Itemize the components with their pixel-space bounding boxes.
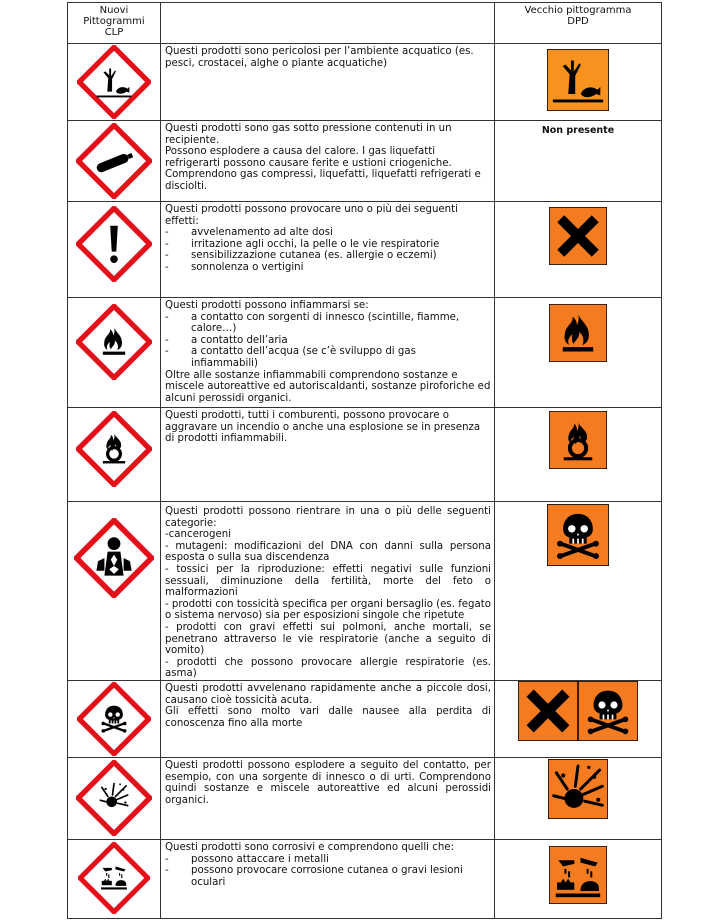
header-row xyxy=(68,3,662,44)
row-text: Questi prodotti possono rientrare in una o più delle seguenti categorie: xyxy=(165,506,491,529)
row-text: - mutageni: modificazioni del DNA con danni sulla persona esposta o sulla sua discendenza xyxy=(165,540,491,564)
row-text: Questi prodotti sono gas sotto pressione contenuti in un recipiente. xyxy=(165,123,452,146)
table-row xyxy=(68,121,662,202)
list-item: - possono attaccare i metalli xyxy=(165,853,329,865)
row-text: Gli effetti sono molto vari dalle nausee alla perdita di conoscenza fino alla morte xyxy=(165,706,491,729)
row-text: Comprendono gas compressi, liquefatti, liquefatti refrigerati e disciolti. xyxy=(165,169,481,192)
list-item: - a contatto con sorgenti di innesco (scintille, fiamme, calore…) xyxy=(165,311,460,335)
environment-icon xyxy=(77,45,151,119)
table-row xyxy=(68,502,662,681)
row-intro: Questi prodotti possono provocare uno o più dei seguenti effetti: xyxy=(165,204,458,227)
corrosion-icon xyxy=(78,842,150,914)
header-new-clp: Nuovi Pittogrammi CLP xyxy=(68,3,161,44)
row-text: Questi prodotti avvelenano rapidamente anche a piccole dosi, causano cioè tossicità acuta. xyxy=(165,682,491,706)
row-text: -cancerogeni xyxy=(165,529,232,541)
row-text: Questi prodotti possono esplodere a seguito del contatto, per esempio, con una sorgente di innesco o di urti. Comprendono quindi sostanze e miscele autoreattive ed alcuni perossidi organici. xyxy=(165,759,491,806)
dpd-oxidizing-icon xyxy=(549,411,607,469)
list-item: - sensibilizzazione cutanea (es. allergie o eczemi) xyxy=(165,250,437,262)
header-description xyxy=(161,3,495,44)
dpd-cross-icon xyxy=(549,207,607,265)
table-row xyxy=(68,44,662,121)
list-item: - a contatto dell’acqua (se c’è sviluppo di gas infiammabili) xyxy=(165,346,416,369)
row-text: - prodotti con gravi effetti sui polmoni, anche mortali, se penetrano attraverso le vie respiratorie (anche a seguito di vomito) xyxy=(165,621,491,657)
row-intro: Questi prodotti possono infiammarsi se: xyxy=(165,300,369,311)
table-row xyxy=(68,298,662,408)
table-row xyxy=(68,680,662,757)
skull-crossbones-icon xyxy=(77,682,151,756)
dpd-cross-icon xyxy=(518,681,578,741)
health-hazard-icon xyxy=(74,518,154,598)
table-row xyxy=(68,757,662,839)
flame-over-circle-icon xyxy=(76,411,152,487)
header-old-dpd: Vecchio pittogramma DPD xyxy=(495,3,662,44)
flame-icon xyxy=(76,304,152,380)
dpd-skull-icon xyxy=(578,681,638,741)
table-row xyxy=(68,202,662,298)
dpd-environment-icon xyxy=(547,49,609,111)
row-text: Questi prodotti, tutti i comburenti, possono provocare o aggravare un incendio o anche una esplosione se in presenza di prodotti infiammabili. xyxy=(165,410,481,445)
row-text: - tossici per la riproduzione: effetti negativi sulle funzioni sessuali, diminuzione della fertilità, morte del feto o malformazioni xyxy=(165,563,491,599)
dpd-flame-icon xyxy=(549,304,607,362)
row-intro: Questi prodotti sono corrosivi e comprendono quelli che: xyxy=(165,841,455,853)
row-outro: Oltre alle sostanze infiammabili comprendono sostanze e miscele autoreattive ed autoriscaldanti, sostanze piroforiche ed alcuni perossidi organici. xyxy=(165,369,491,404)
gas-cylinder-icon xyxy=(76,123,152,199)
list-item: - possono provocare corrosione cutanea o gravi lesioni oculari xyxy=(165,865,463,888)
exclamation-mark-icon xyxy=(76,206,152,282)
row-text: Questi prodotti sono pericolosi per l’ambiente acquatico (es. pesci, crostacei, alghe o piante acquatiche) xyxy=(165,46,474,69)
row-text: Possono esplodere a causa del calore. I gas liquefatti refrigerarti possono causare ferite e ustioni criogeniche. xyxy=(165,146,452,169)
dpd-cross-and-skull-icon xyxy=(495,681,661,741)
dpd-corrosive-icon xyxy=(549,846,607,904)
row-text: - prodotti che possono provocare allergie respiratorie (es. asma) xyxy=(165,656,491,680)
table-row xyxy=(68,408,662,502)
row-text: - prodotti con tossicità specifica per organi bersaglio (es. fegato o sistema nervoso) sia per esposizioni singole che ripetute xyxy=(165,598,491,622)
pictogram-table xyxy=(67,2,662,919)
list-item: - a contatto dell’aria xyxy=(165,334,288,346)
list-item: - sonnolenza o vertigini xyxy=(165,261,304,273)
not-present-label: Non presente xyxy=(541,125,615,136)
list-item: - avvelenamento ad alte dosi xyxy=(165,227,333,239)
dpd-skull-icon xyxy=(547,504,609,566)
list-item: - irritazione agli occhi, la pelle o le vie respiratorie xyxy=(165,238,440,250)
dpd-explosive-icon xyxy=(548,759,608,819)
exploding-bomb-icon xyxy=(76,760,152,836)
table-row xyxy=(68,839,662,918)
